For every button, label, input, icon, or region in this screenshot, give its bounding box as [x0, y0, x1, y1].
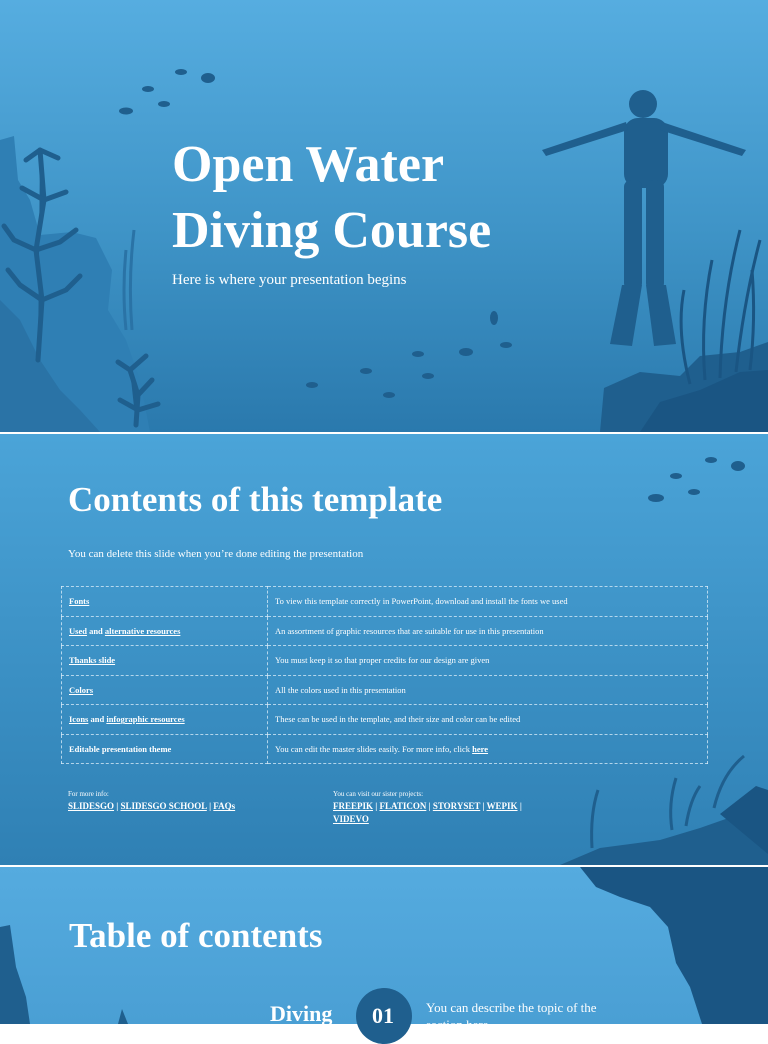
presentation-title: [172, 132, 592, 264]
row-label-cell: [62, 734, 268, 764]
sister-projects-links: FREEPIK | FLATICON | STORYSET | WEPIK | VIDEVO: [333, 801, 522, 824]
row-description: You must keep it so that proper credits for our design are given: [268, 646, 708, 676]
flaticon-link[interactable]: FLATICON: [379, 801, 427, 811]
section-description: You can describe the topic of the section here: [426, 1000, 597, 1032]
slide-title[interactable]: [0, 0, 768, 432]
wepik-link[interactable]: WEPIK: [486, 801, 518, 811]
row-description: All the colors used in this presentation: [268, 675, 708, 705]
editable-theme-label: Editable presentation theme: [69, 743, 172, 754]
row-label-cell: [62, 616, 268, 646]
here-link[interactable]: here: [472, 743, 489, 754]
used-link[interactable]: Used: [69, 625, 87, 636]
row-description: An assortment of graphic resources that are suitable for use in this presentation: [268, 616, 708, 646]
sister-projects-label: You can visit our sister projects:: [333, 790, 424, 798]
table-row: [62, 705, 708, 735]
conjunction-text: and: [86, 625, 105, 636]
colors-link[interactable]: Colors: [69, 684, 94, 695]
icons-link[interactable]: Icons: [69, 714, 89, 725]
slidesgo-school-link[interactable]: SLIDESGO SCHOOL: [120, 801, 207, 811]
table-row: [62, 675, 708, 705]
more-info-block: [68, 790, 235, 813]
row-description-text: You can edit the master slides easily. For more info, click: [275, 743, 473, 754]
table-row: [62, 587, 708, 617]
slidesgo-link[interactable]: SLIDESGO: [68, 801, 115, 811]
slide-contents-of-template[interactable]: [0, 434, 768, 865]
slide-title: Contents of this template: [68, 480, 443, 519]
thanks-slide-link[interactable]: Thanks slide: [69, 655, 116, 666]
more-info-links: SLIDESGO | SLIDESGO SCHOOL | FAQs: [68, 801, 236, 811]
slide-description: You can delete this slide when you’re done editing the presentation: [68, 548, 364, 560]
row-label-cell: [62, 675, 268, 705]
slide-table-of-contents[interactable]: [0, 867, 768, 1032]
sister-projects-block: [333, 790, 583, 826]
row-label-cell: [62, 646, 268, 676]
videvo-link[interactable]: VIDEVO: [333, 814, 369, 824]
contents-table: [61, 586, 708, 764]
row-label-cell: [62, 587, 268, 617]
fonts-link[interactable]: Fonts: [69, 596, 90, 607]
table-row: [62, 734, 708, 764]
presentation-subtitle: Here is where your presentation begins: [172, 272, 407, 288]
row-description: To view this template correctly in PowerPoint, download and install the fonts we used: [268, 587, 708, 617]
title-line-2: Diving Course: [172, 202, 492, 259]
storyset-link[interactable]: STORYSET: [432, 801, 481, 811]
table-row: [62, 646, 708, 676]
row-label-cell: [62, 705, 268, 735]
title-line-1: Open Water: [172, 136, 445, 193]
slide-title: Table of contents: [69, 916, 323, 955]
section-number: 01: [372, 1003, 394, 1028]
section-title: Diving: [270, 1001, 333, 1026]
fish-school: [648, 457, 745, 502]
table-row: [62, 616, 708, 646]
faqs-link[interactable]: FAQs: [213, 801, 236, 811]
row-description: These can be used in the template, and their size and color can be edited: [268, 705, 708, 735]
more-info-label: For more info:: [68, 790, 109, 798]
conjunction-text: and: [88, 714, 107, 725]
freepik-link[interactable]: FREEPIK: [333, 801, 374, 811]
alternative-resources-link[interactable]: alternative resources: [104, 625, 181, 636]
infographic-resources-link[interactable]: infographic resources: [106, 714, 185, 725]
row-description: [268, 734, 708, 764]
